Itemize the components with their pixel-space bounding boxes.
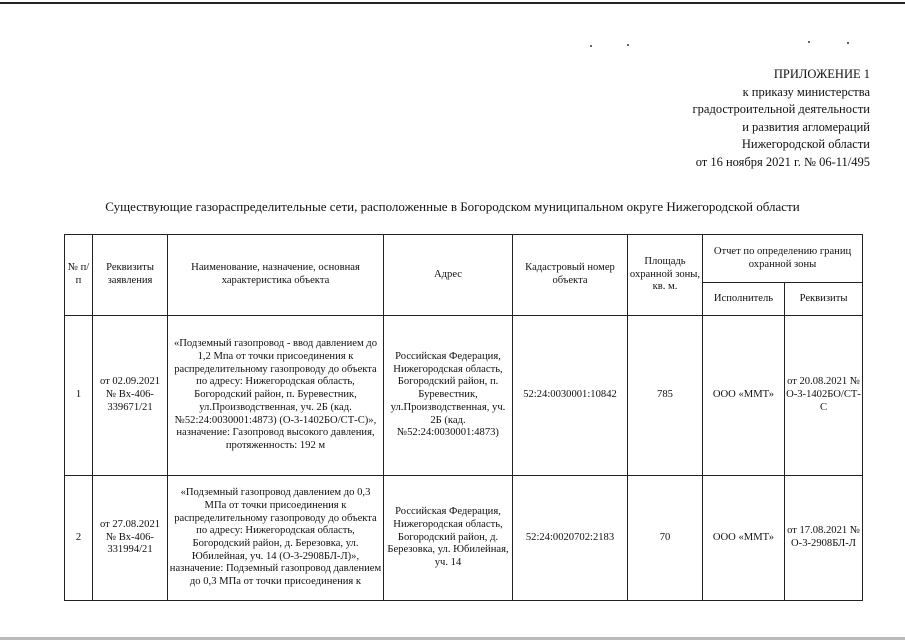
appendix-line: к приказу министерства <box>742 84 870 99</box>
header-name: Наименование, назначение, основная характеристика объекта <box>168 235 384 316</box>
header-report: Отчет по определению границ охранной зоны <box>703 235 863 283</box>
appendix-line: Нижегородской области <box>741 137 870 152</box>
appendix-line: от 16 ноября 2021 г. № 06-11/495 <box>695 154 870 169</box>
appendix-line: градостроительной деятельности <box>692 102 870 117</box>
header-requisites: Реквизиты заявления <box>93 235 168 316</box>
cell-area: 785 <box>628 316 703 476</box>
cell-cadastral: 52:24:0020702:2183 <box>513 476 628 601</box>
header-address: Адрес <box>384 235 513 316</box>
scan-speck <box>627 44 629 46</box>
gas-network-table <box>64 234 863 601</box>
header-cadastral: Кадастровый номер объекта <box>513 235 628 316</box>
header-area: Площадь охранной зоны, кв. м. <box>628 235 703 316</box>
scan-top-rule <box>0 2 905 4</box>
scan-speck <box>590 45 592 47</box>
cell-num: 2 <box>65 476 93 601</box>
cell-report-requisites: от 20.08.2021 № О-3-1402БО/СТ-С <box>785 316 863 476</box>
cell-address: Российская Федерация, Нижегородская область, Богородский район, д. Березовка, ул. Юбилейная, уч. 14 <box>384 476 513 601</box>
appendix-header <box>540 66 870 172</box>
cell-executor: ООО «ММТ» <box>703 476 785 601</box>
scan-speck <box>808 41 810 43</box>
header-executor: Исполнитель <box>703 283 785 316</box>
table-row <box>65 476 863 601</box>
cell-report-requisites: от 17.08.2021 № О-3-2908БЛ-Л <box>785 476 863 601</box>
cell-executor: ООО «ММТ» <box>703 316 785 476</box>
cell-area: 70 <box>628 476 703 601</box>
appendix-line: ПРИЛОЖЕНИЕ 1 <box>773 67 870 81</box>
scan-speck <box>847 42 849 44</box>
document-title: Существующие газораспределительные сети, расположенные в Богородском муниципальном округе Нижегородской области <box>105 199 800 214</box>
cell-name: «Подземный газопровод - ввод давлением до 1,2 Мпа от точки присоединения к распределительному газопроводу до объекта по адресу: Нижегородская область, Богородский район, п. Буревестник, ул.Производственная, уч. 2Б (кад. №52:24:0030001:4873) (О-3-1402БО/СТ-С)», назначение: Газопровод высокого давления, протяженность: 192 м <box>168 316 384 476</box>
cell-requisites: от 02.09.2021 № Вх-406-339671/21 <box>93 316 168 476</box>
appendix-line: и развития агломераций <box>742 119 870 134</box>
cell-requisites: от 27.08.2021 № Вх-406-331994/21 <box>93 476 168 601</box>
header-num: № п/п <box>65 235 93 316</box>
table-header-row <box>65 235 863 283</box>
cell-name: «Подземный газопровод давлением до 0,3 МПа от точки присоединения к распределительному газопроводу до объекта по адресу: Нижегородская область, Богородский район, д. Березовка, ул. Юбилейная, уч. 14 (О-3-2908БЛ-Л)», назначение: Подземный газопровод давлением до 0,3 МПа от точки присоединения к <box>168 476 384 601</box>
header-report-requisites: Реквизиты <box>785 283 863 316</box>
cell-cadastral: 52:24:0030001:10842 <box>513 316 628 476</box>
cell-num: 1 <box>65 316 93 476</box>
table-row <box>65 316 863 476</box>
cell-address: Российская Федерация, Нижегородская область, Богородский район, п. Буревестник, ул.Производственная, уч. 2Б (кад. №52:24:0030001:4873) <box>384 316 513 476</box>
